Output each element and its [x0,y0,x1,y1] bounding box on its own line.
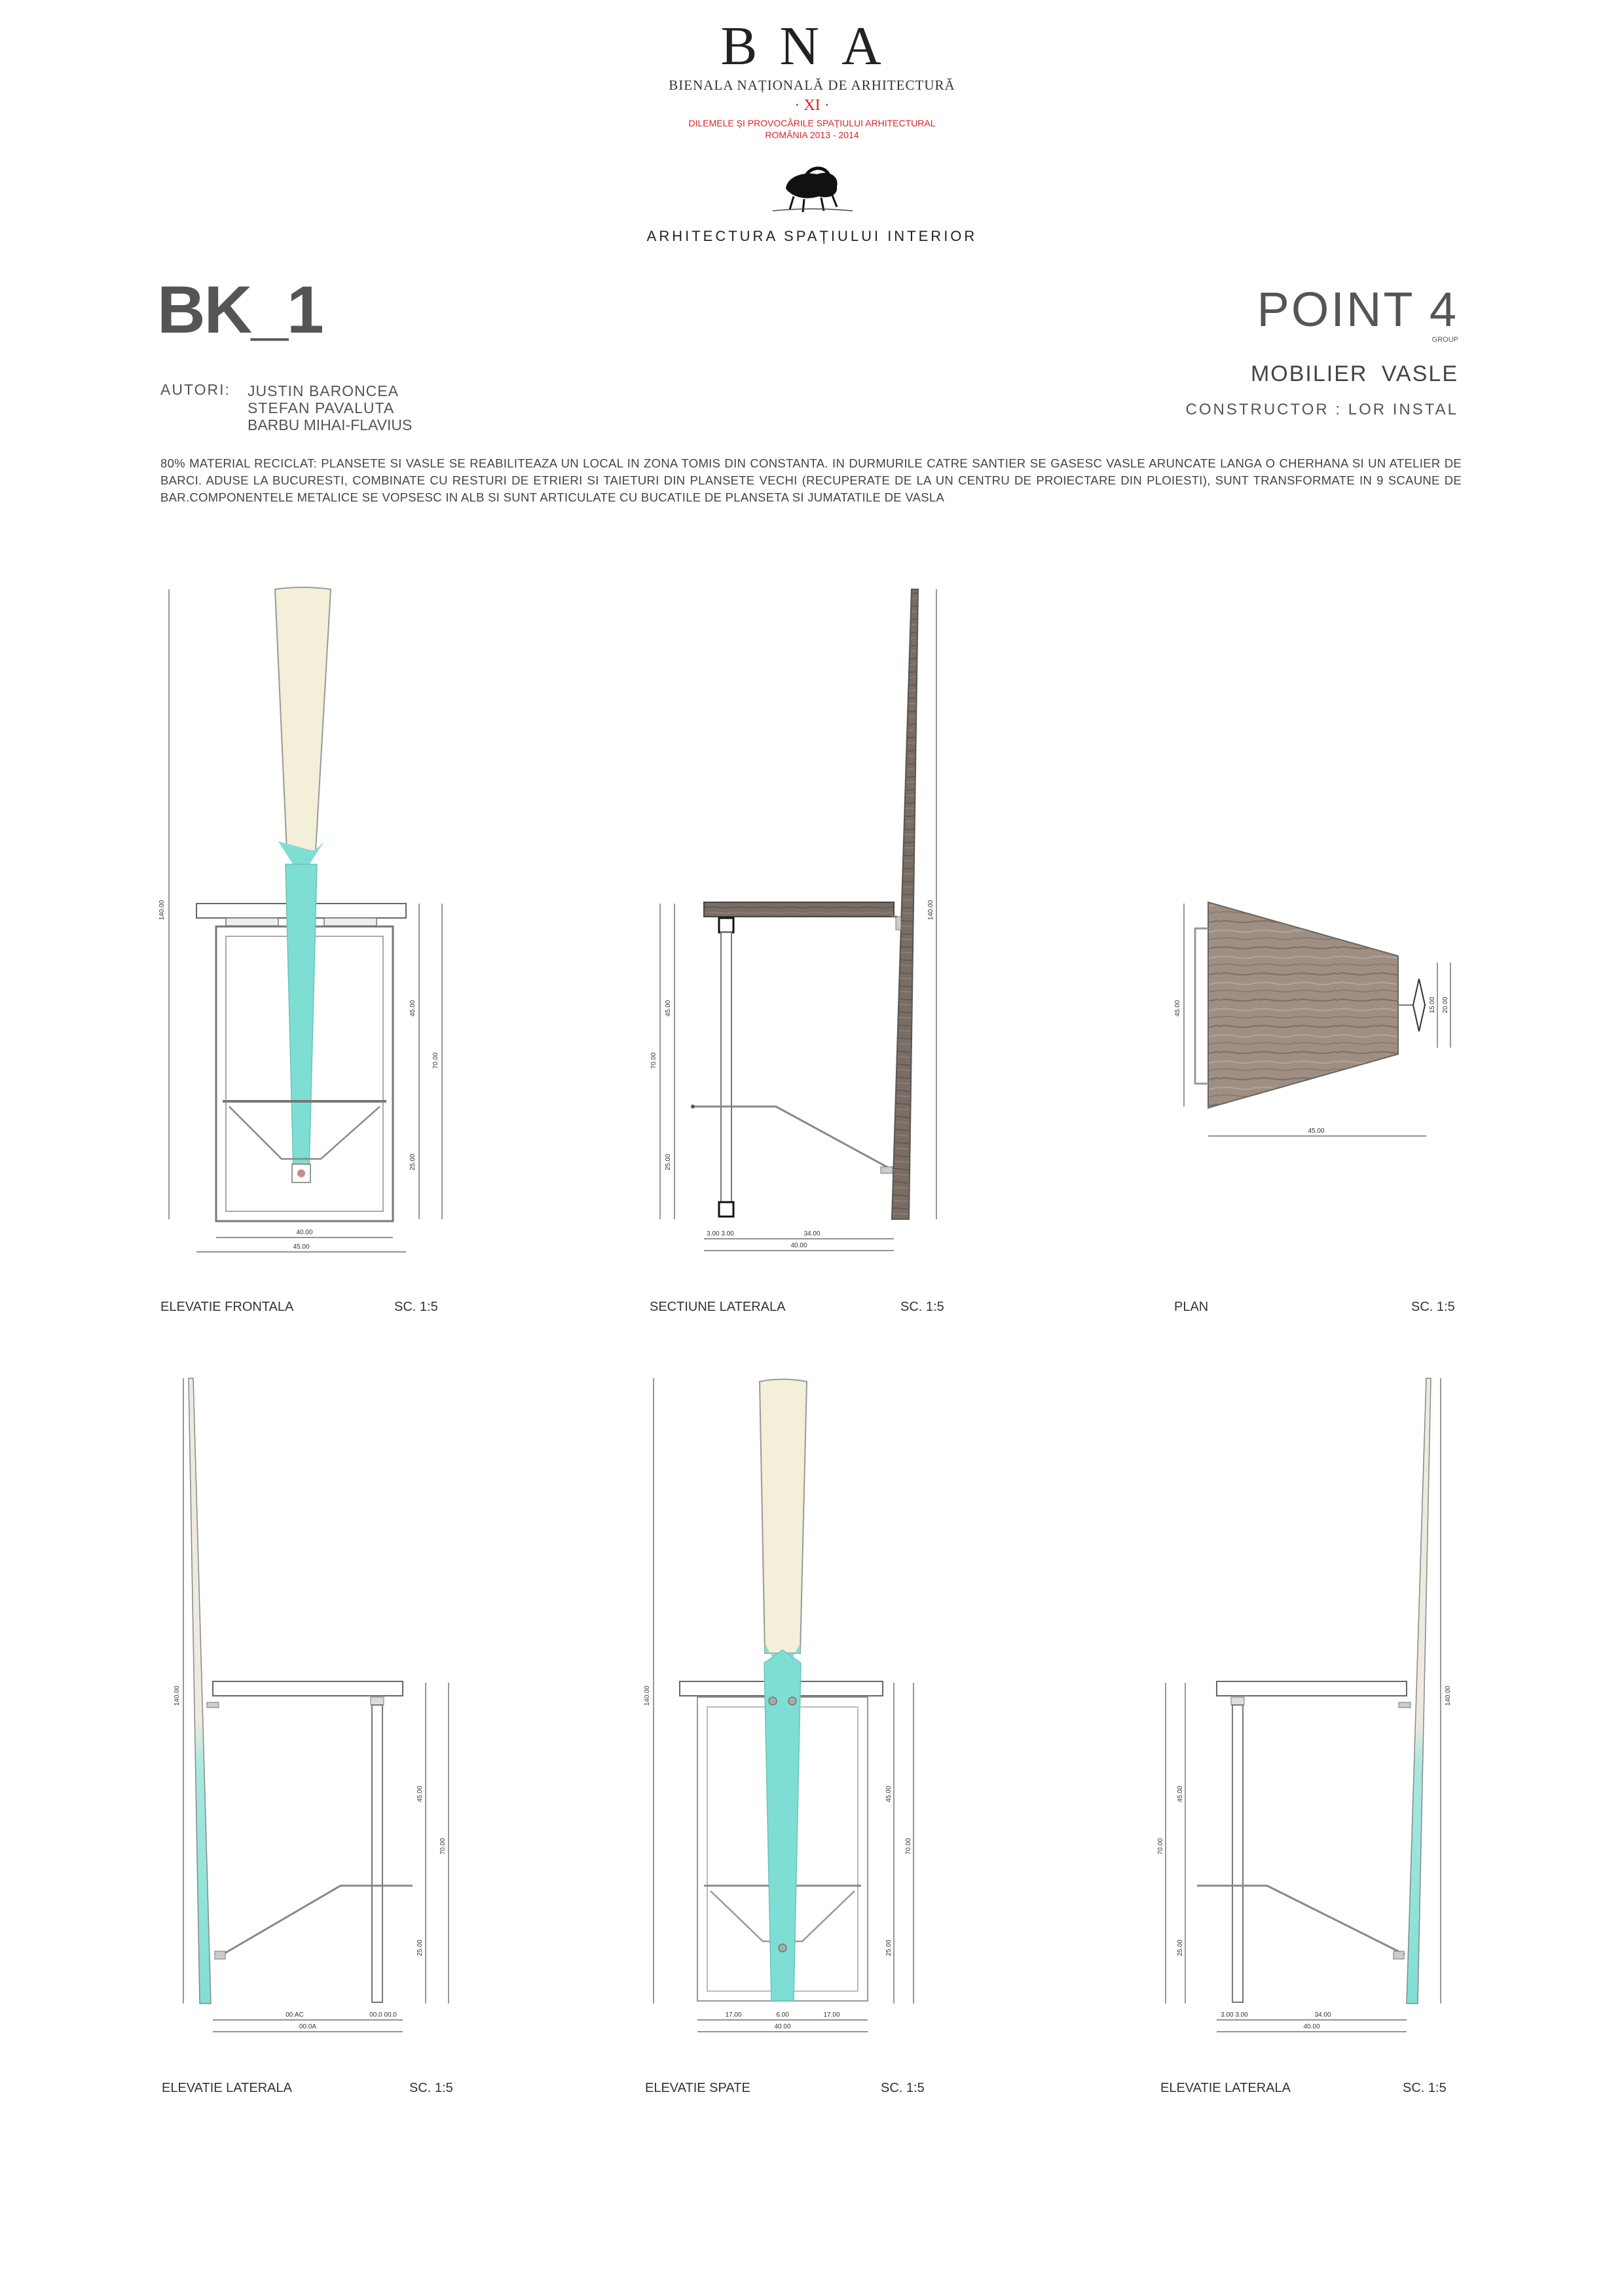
dim-total-height: 140.00 [158,900,166,921]
dim-lower: 25.00 [885,1939,893,1956]
bna-edition: · XI · [794,97,830,114]
dim-total-height: 140.00 [644,1685,651,1706]
bna-subtitle: BIENALA NAȚIONALĂ DE ARHITECTURĂ [669,77,955,93]
side-elevation-right-drawing [1157,1378,1452,2032]
footrest-bar [223,1886,413,1954]
dim-w1: 00.AC [286,2011,304,2019]
dim-seat-height: 70.00 [905,1838,912,1855]
oar-side-section [892,589,918,1219]
scale-front-elevation: SC. 1:5 [394,1300,438,1314]
author-name: JUSTIN BARONCEA [248,382,399,399]
dim-depth: 45.00 [1174,1000,1181,1017]
project-code: BK_1 [157,272,323,347]
footrest-bar [1197,1886,1405,1954]
caption-front-elevation: ELEVATIE FRONTALA [160,1300,294,1314]
dim-lower: 25.00 [1177,1939,1184,1956]
scale-plan: SC. 1:5 [1411,1300,1455,1314]
dim-w-right: 17.00 [823,2011,840,2019]
scale-side-elevation-right: SC. 1:5 [1403,2081,1447,2095]
seat-plan [1208,902,1398,1108]
oar-side [189,1378,211,2004]
caption-side-section: SECTIUNE LATERALA [650,1300,786,1314]
dim-outer-width: 45.00 [293,1243,310,1251]
dim-upper: 45.00 [409,1000,416,1017]
scale-side-section: SC. 1:5 [900,1300,944,1314]
bna-theme-line-1: DILEMELE ȘI PROVOCĂRILE SPAȚIULUI ARHITECTURAL [688,118,936,128]
dim-leg: 3.00 3.00 [707,1230,734,1237]
product-name: MOBILIER VASLE [1250,361,1458,386]
dim-seat-height: 70.00 [1157,1838,1164,1855]
scale-back-elevation: SC. 1:5 [881,2081,925,2095]
side-elevation-left-drawing [174,1378,449,2032]
caption-plan: PLAN [1174,1300,1209,1314]
author-name: BARBU MIHAI-FLAVIUS [248,416,413,433]
section-title: ARHITECTURA SPAȚIULUI INTERIOR [646,228,978,244]
oar-shaft [286,864,317,1172]
dim-leg: 3.00 3.00 [1221,2011,1248,2019]
back-elevation-drawing [644,1378,913,2032]
bna-theme-line-2: ROMÂNIA 2013 - 2014 [765,130,859,140]
dim-lower: 25.00 [409,1154,416,1171]
dim-plan-a: 15.00 [1429,997,1436,1014]
project-description: 80% MATERIAL RECICLAT: PLANSETE SI VASLE SE REABILITEAZA UN LOCAL IN ZONA TOMIS DIN CONSTANTA. IN DURMURILE CATRE SANTIER SE GASESC VASLE ARUNCATE LANGA O CHERHANA SI UN ATELIER DE BARCI. ADUSE LA BUCURESTI, COMBINATE CU RESTURI DE ETRIERI SI TAIETURI DIN PLANSETE VECHI (RECUPERATE DE LA UN CENTRU DE PROIECTARE DIN PLOIESTI), SUNT TRANSFORMATE IN 9 SCAUNE DE BAR.COMPONENTELE METALICE SE VOPSESC IN ALB SI SUNT ARTICULATE CU BUCATILE DE PLANSETA SI JUMATATILE DE VASLA [160,456,1462,504]
dim-total-height: 140.00 [174,1685,181,1706]
dim-total-width: 40.00 [1303,2023,1320,2030]
dim-lower: 25.00 [416,1939,424,1956]
scale-side-elevation-left: SC. 1:5 [409,2081,453,2095]
bna-title: BNA [720,16,904,77]
dim-total-width: 00.0A [299,2023,317,2030]
caption-side-elevation-right: ELEVATIE LATERALA [1160,2081,1291,2095]
rear-leg [372,1705,382,2002]
dim-upper: 45.00 [885,1786,893,1803]
dim-upper: 45.00 [665,1000,672,1017]
seat-board-section [704,902,894,917]
seat-board-side [213,1681,403,1696]
dim-upper: 45.00 [416,1786,424,1803]
dim-mid: 34.00 [803,1230,821,1237]
dim-seat-height: 70.00 [432,1052,439,1069]
dim-total-width: 40.00 [774,2023,791,2030]
dim-total-height: 140.00 [1445,1685,1452,1706]
dim-upper: 45.00 [1177,1786,1184,1803]
author-name: STEFAN PAVALUTA [248,399,395,416]
dim-inner-width: 40.00 [296,1229,313,1236]
dim-w2: 00.0 00.0 [369,2011,397,2019]
oar-blade [275,587,331,851]
plan-drawing [1174,902,1450,1136]
authors-label: AUTORI: [160,381,231,398]
group-subtitle: GROUP [1431,336,1458,344]
dim-plan-b: 20.00 [1442,997,1449,1014]
dim-w-left: 17.00 [725,2011,742,2019]
oar-blade [760,1380,807,1654]
constructor-label: CONSTRUCTOR : LOR INSTAL [1185,401,1458,418]
dim-w-mid: 6.00 [776,2011,789,2019]
dim-width: 45.00 [1308,1127,1325,1135]
dim-lower: 25.00 [665,1154,672,1171]
dim-mid: 34.00 [1314,2011,1331,2019]
dim-seat-height: 70.00 [650,1052,657,1069]
dim-total-width: 40.00 [790,1242,807,1249]
caption-back-elevation: ELEVATIE SPATE [645,2081,750,2095]
seat-board-side [1217,1681,1407,1696]
oar-side [1407,1378,1431,2004]
caption-side-elevation-left: ELEVATIE LATERALA [162,2081,292,2095]
front-leg [1232,1705,1243,2002]
group-name: POINT 4 [1257,282,1458,337]
oar-plan-section [1413,979,1425,1031]
side-section-drawing [650,589,936,1251]
front-elevation-drawing [158,587,442,1252]
dim-total-height: 140.00 [927,900,934,921]
dim-seat-height: 70.00 [439,1838,447,1855]
